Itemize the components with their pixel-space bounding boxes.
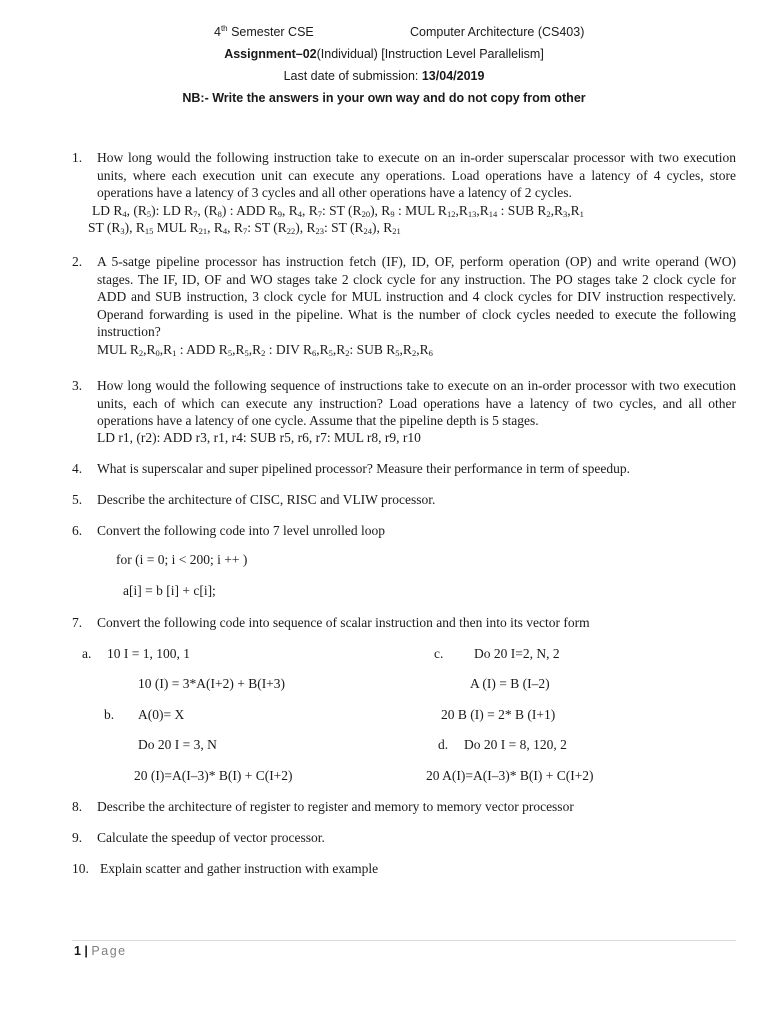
q7-d-line-2: 20 A(I)=A(I–3)* B(I) + C(I+2) xyxy=(426,768,594,783)
q7-d-line-1: Do 20 I = 8, 120, 2 xyxy=(464,737,567,752)
question-number: 2. xyxy=(72,254,83,269)
page-number: 1 xyxy=(74,944,81,958)
q7-b-line-2: Do 20 I = 3, N xyxy=(138,737,217,752)
question-number: 7. xyxy=(72,615,83,630)
q7-c-line-2: A (I) = B (I–2) xyxy=(470,676,550,691)
footer-separator: | xyxy=(80,944,92,958)
q3-code-line: LD r1, (r2): ADD r3, r1, r4: SUB r5, r6, r7: MUL r8, r9, r10 xyxy=(97,430,421,445)
question-7 xyxy=(72,614,736,632)
question-text: Calculate the speedup of vector processor. xyxy=(97,830,325,845)
question-6 xyxy=(72,522,736,540)
q7-c-line-3: 20 B (I) = 2* B (I+1) xyxy=(441,707,556,722)
note: NB:- Write the answers in your own way and do not copy from other xyxy=(182,91,586,105)
question-text: What is superscalar and super pipelined processor? Measure their performance in term of speedup. xyxy=(97,461,631,476)
q6-code-line-1: for (i = 0; i < 200; i ++ ) xyxy=(116,552,248,567)
assignment-title: Assignment–02(Individual) [Instruction Level Parallelism] xyxy=(224,47,544,61)
footer-divider xyxy=(72,940,736,941)
question-number: 1. xyxy=(72,150,83,165)
question-number: 4. xyxy=(72,461,83,476)
q7-label-d: d. xyxy=(438,737,449,752)
q7-c-line-1: Do 20 I=2, N, 2 xyxy=(474,646,560,661)
question-9 xyxy=(72,829,736,847)
q2-code-line: MUL $R_2,R_0,R_1$ : ADD $R_5,R_5,R_2$ : DIV $R_6,R_5,R_2$: SUB $R_5,R_2,R_6$ xyxy=(97,342,433,358)
question-text: How long would the following instruction take to execute on an in-order superscalar processor with two execution units, where each execution unit can execute any operations. Load operations have a latency of 4 cycles, store operations have a latency of 3 cycles and all other operations have a latency of 2 cycles. xyxy=(97,150,736,201)
question-text: Convert the following code into 7 level unrolled loop xyxy=(97,523,385,538)
q1-code-line-1: LD $R_4$, $(R_5)$: LD $R_7$, $(R_8)$ : ADD $R_9$, $R_4$, $R_7$: ST $(R_{20})$, $R_9$ : MUL $R_{12},R_{13},R_{14}$ : SUB $R_2,R_3,R_1$ xyxy=(92,203,584,219)
q7-b-line-3: 20 (I)=A(I–3)* B(I) + C(I+2) xyxy=(134,768,293,783)
course-title: Computer Architecture (CS403) xyxy=(410,25,585,39)
question-text: Describe the architecture of register to register and memory to memory vector processor xyxy=(97,799,574,814)
q6-code-line-2: a[i] = b [i] + c[i]; xyxy=(123,583,216,598)
question-1 xyxy=(72,149,736,202)
q7-label-c: c. xyxy=(434,646,444,661)
question-number: 3. xyxy=(72,378,83,393)
question-text: A 5-satge pipeline processor has instruction fetch (IF), ID, OF, perform operation (OP) and write operand (WO) stages. The IF, ID, OF and WO stages take 2 clock cycle for any instruction. The PO stages take 2 clock cycle for ADD and SUB instruction, 3 clock cycle for MUL instruction and 4 clock cycles for DIV instruction respectively. Operand forwarding is used in the pipeline. What is the number of clock cycles needed to execute the following instruction? xyxy=(97,254,736,340)
q7-a-line-1: 10 I = 1, 100, 1 xyxy=(107,646,190,661)
question-2 xyxy=(72,253,736,341)
page-footer xyxy=(74,944,127,958)
question-10 xyxy=(72,860,736,878)
question-number: 6. xyxy=(72,523,83,538)
question-number: 5. xyxy=(72,492,83,507)
semester-label: 4th Semester CSE xyxy=(214,24,314,39)
submission-date: Last date of submission: 13/04/2019 xyxy=(283,69,485,83)
question-4 xyxy=(72,460,736,478)
question-text: Convert the following code into sequence of scalar instruction and then into its vector form xyxy=(97,615,590,630)
question-text: Describe the architecture of CISC, RISC and VLIW processor. xyxy=(97,492,436,507)
q7-b-line-1: A(0)= X xyxy=(138,707,185,722)
question-3 xyxy=(72,377,736,430)
q7-label-b: b. xyxy=(104,707,115,722)
q7-label-a: a. xyxy=(82,646,92,661)
question-number: 9. xyxy=(72,830,83,845)
question-text: Explain scatter and gather instruction with example xyxy=(100,861,379,876)
question-5 xyxy=(72,491,736,509)
question-number: 8. xyxy=(72,799,83,814)
q1-code-line-2: ST $(R_3)$, $R_{15}$ MUL $R_{21}$, $R_4$, $R_7$: ST $(R_{22})$, $R_{23}$: ST $(R_{24})$, $R_{21}$ xyxy=(88,220,401,236)
page-word: Page xyxy=(91,944,127,958)
question-number: 10. xyxy=(72,861,89,876)
q7-a-line-2: 10 (I) = 3*A(I+2) + B(I+3) xyxy=(138,676,286,691)
question-8 xyxy=(72,798,736,816)
question-text: How long would the following sequence of instructions take to execute on an in-order processor with two execution units, each of which can execute any instruction? Load operations have a latency of two cycles, and all other operations have a latency of one cycle. Assume that the pipeline depth is 5 stages. xyxy=(97,378,736,429)
